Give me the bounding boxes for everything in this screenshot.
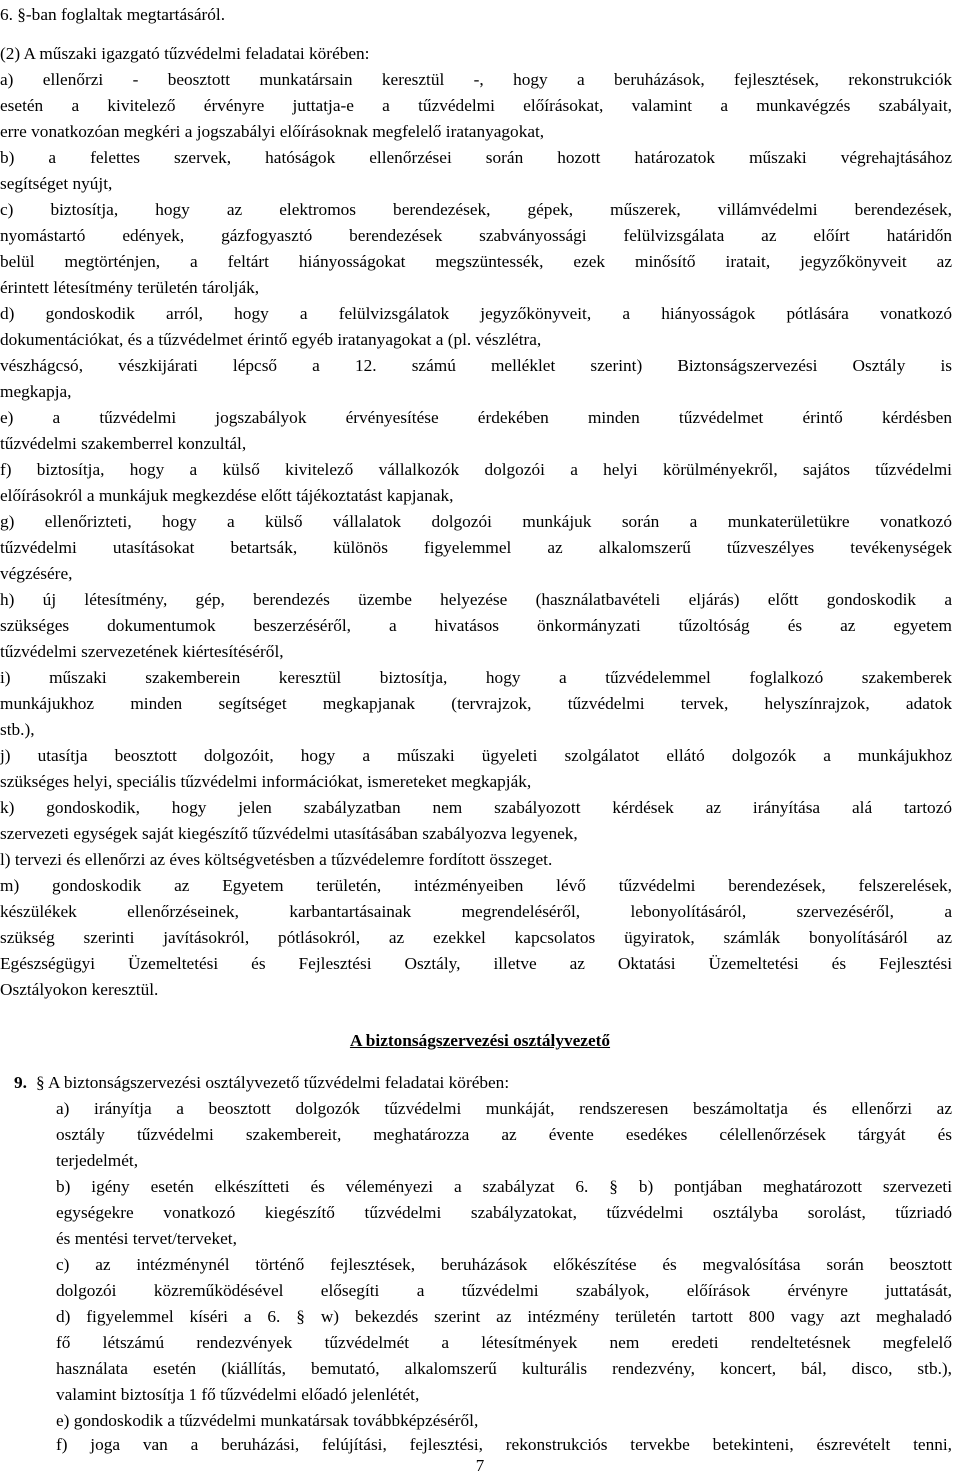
- text-line: e) gondoskodik a tűzvédelmi munkatársak továbbképzéséről,: [56, 1411, 479, 1430]
- text-line: megkapja,: [0, 382, 72, 401]
- text-line: fő létszámú rendezvények tűzvédelmét a létesítmények nem eredeti rendeltetésnek megfelelő: [56, 1333, 952, 1352]
- section-title: § A biztonságszervezési osztályvezető tűzvédelmi feladatai körében:: [36, 1073, 510, 1092]
- text-line: tűzvédelmi utasításokat betartsák, különös figyelemmel az alkalomszerű tűzveszélyes tevékenységek: [0, 538, 952, 557]
- text-line: k) gondoskodik, hogy jelen szabályzatban nem szabályozott kérdések az irányítása alá tartozó: [0, 798, 952, 817]
- text-line: használata esetén (kiállítás, bemutató, alkalomszerű kulturális rendezvény, koncert, bál, disco, stb.),: [56, 1359, 952, 1378]
- text-line: tűzvédelmi szakemberrel konzultál,: [0, 434, 247, 453]
- text-line: és mentési tervet/terveket,: [56, 1229, 237, 1248]
- text-line: h) új létesítmény, gép, berendezés üzembe helyezése (használatbavételi eljárás) előtt gondoskodik a: [0, 590, 952, 609]
- text-line: b) igény esetén elkészítteti és véleményezi a szabályzat 6. § b) pontjában meghatározott szervezeti: [56, 1177, 952, 1196]
- text-line: készülékek ellenőrzéseinek, karbantartásainak megrendeléséről, lebonyolításáról, szervezéséről, a: [0, 902, 952, 921]
- text-line: (2) A műszaki igazgató tűzvédelmi feladatai körében:: [0, 44, 370, 63]
- text-line: belül megtörténjen, a feltárt hiányosságokat megszüntessék, ezek minősítő iratait, jegyzőkönyveit az: [0, 252, 952, 271]
- text-line: előírásokról a munkájuk megkezdése előtt tájékoztatást kapjanak,: [0, 486, 454, 505]
- section-number-label: 9.: [14, 1073, 27, 1092]
- text-line: Osztályokon keresztül.: [0, 980, 159, 999]
- text-line: egységekre vonatkozó kiegészítő tűzvédelmi szabályzatokat, tűzvédelmi osztályba sorolást, tűzriadó: [56, 1203, 952, 1222]
- text-line: j) utasítja beosztott dolgozóit, hogy a műszaki ügyeleti szolgálatot ellátó dolgozók a munkájukhoz: [0, 746, 952, 765]
- text-line: szervezeti egységek saját kiegészítő tűzvédelmi utasításában szabályozva legyenek,: [0, 824, 578, 843]
- text-line: dokumentációkat, és a tűzvédelmet érintő egyéb iratanyagokat a (pl. vészlétra,: [0, 330, 542, 349]
- text-line: valamint biztosítja 1 fő tűzvédelmi előadó jelenlétét,: [56, 1385, 420, 1404]
- text-line: d) gondoskodik arról, hogy a felülvizsgálatok jegyzőkönyveit, a hiányosságok pótlására vonatkozó: [0, 304, 952, 323]
- text-line: végzésére,: [0, 564, 73, 583]
- text-line: dolgozói közreműködésével elősegíti a tűzvédelmi szabályok, előírások érvényre juttatását,: [56, 1281, 952, 1300]
- text-line: b) a felettes szervek, hatóságok ellenőrzései során hozott határozatok műszaki végrehajtásához: [0, 148, 952, 167]
- text-line: i) műszaki szakemberein keresztül biztosítja, hogy a tűzvédelemmel foglalkozó szakemberek: [0, 668, 952, 687]
- text-line: szükséges helyi, speciális tűzvédelmi információkat, ismereteket megkapják,: [0, 772, 532, 791]
- text-line: d) figyelemmel kíséri a 6. § w) bekezdés szerint az intézmény területén tartott 800 vagy azt meghaladó: [56, 1307, 952, 1326]
- text-line: nyomástartó edények, gázfogyasztó berendezések szabványossági felülvizsgálata az előírt határidőn: [0, 226, 952, 245]
- text-line: f) biztosítja, hogy a külső kivitelező vállalkozók dolgozói a helyi körülményekről, sajátos tűzvédelmi: [0, 460, 952, 479]
- section-heading: A biztonságszervezési osztályvezető: [349, 1031, 611, 1050]
- text-line: Egészségügyi Üzemeltetési és Fejlesztési Osztály, illetve az Oktatási Üzemeltetési és Fejlesztési: [0, 954, 952, 973]
- text-line: segítséget nyújt,: [0, 174, 113, 193]
- text-line: szükség szerinti javításokról, pótlásokról, az ezekkel kapcsolatos ügyiratok, számlák bonyolításáról az: [0, 928, 952, 947]
- text-line: stb.),: [0, 720, 35, 739]
- text-line: osztály tűzvédelmi szakembereit, meghatározza az évente esedékes célellenőrzések tárgyát és: [56, 1125, 952, 1144]
- text-line: erre vonatkozóan megkéri a jogszabályi előírásoknak megfelelő iratanyagokat,: [0, 122, 545, 141]
- text-line: e) a tűzvédelmi jogszabályok érvényesítése érdekében minden tűzvédelmet érintő kérdésben: [0, 408, 952, 427]
- text-line: a) ellenőrzi - beosztott munkatársain keresztül -, hogy a beruházások, fejlesztések, rekonstrukciók: [0, 70, 952, 89]
- text-line: c) biztosítja, hogy az elektromos berendezések, gépek, műszerek, villámvédelmi berendezések,: [0, 200, 952, 219]
- text-line: terjedelmét,: [56, 1151, 139, 1170]
- text-line: c) az intézménynél történő fejlesztések, beruházások előkészítése és megvalósítása során beosztott: [56, 1255, 952, 1274]
- text-line: m) gondoskodik az Egyetem területén, intézményeiben lévő tűzvédelmi berendezések, felszerelések,: [0, 876, 952, 895]
- text-line: vészhágcsó, vészkijárati lépcső a 12. számú melléklet szerint) Biztonságszervezési Osztály is: [0, 356, 952, 375]
- text-line: szükséges dokumentumok beszerzéséről, a hivatásos önkormányzati tűzoltóság és az egyetem: [0, 616, 952, 635]
- text-line: 6. §-ban foglaltak megtartásáról.: [0, 5, 226, 24]
- text-line: f) joga van a beruházási, felújítási, fejlesztési, rekonstrukciós tervekbe betekinteni, észrevételt tenni,: [56, 1435, 952, 1454]
- text-line: g) ellenőrizteti, hogy a külső vállalatok dolgozói munkájuk során a munkaterületükre vonatkozó: [0, 512, 952, 531]
- text-line: l) tervezi és ellenőrzi az éves költségvetésben a tűzvédelemre fordított összeget.: [0, 850, 553, 869]
- page-number: 7: [475, 1456, 485, 1475]
- text-line: munkájukhoz minden segítséget megkapjanak (tervrajzok, tűzvédelmi tervek, helyszínrajzok, adatok: [0, 694, 952, 713]
- text-line: tűzvédelmi szervezetének kiértesítéséről,: [0, 642, 284, 661]
- text-line: érintett létesítmény területén tárolják,: [0, 278, 260, 297]
- text-line: a) irányítja a beosztott dolgozók tűzvédelmi munkáját, rendszeresen beszámoltatja és ellenőrzi az: [56, 1099, 952, 1118]
- text-line: esetén a kivitelező érvényre juttatja-e a tűzvédelmi előírásokat, valamint a munkavégzés szabályait,: [0, 96, 952, 115]
